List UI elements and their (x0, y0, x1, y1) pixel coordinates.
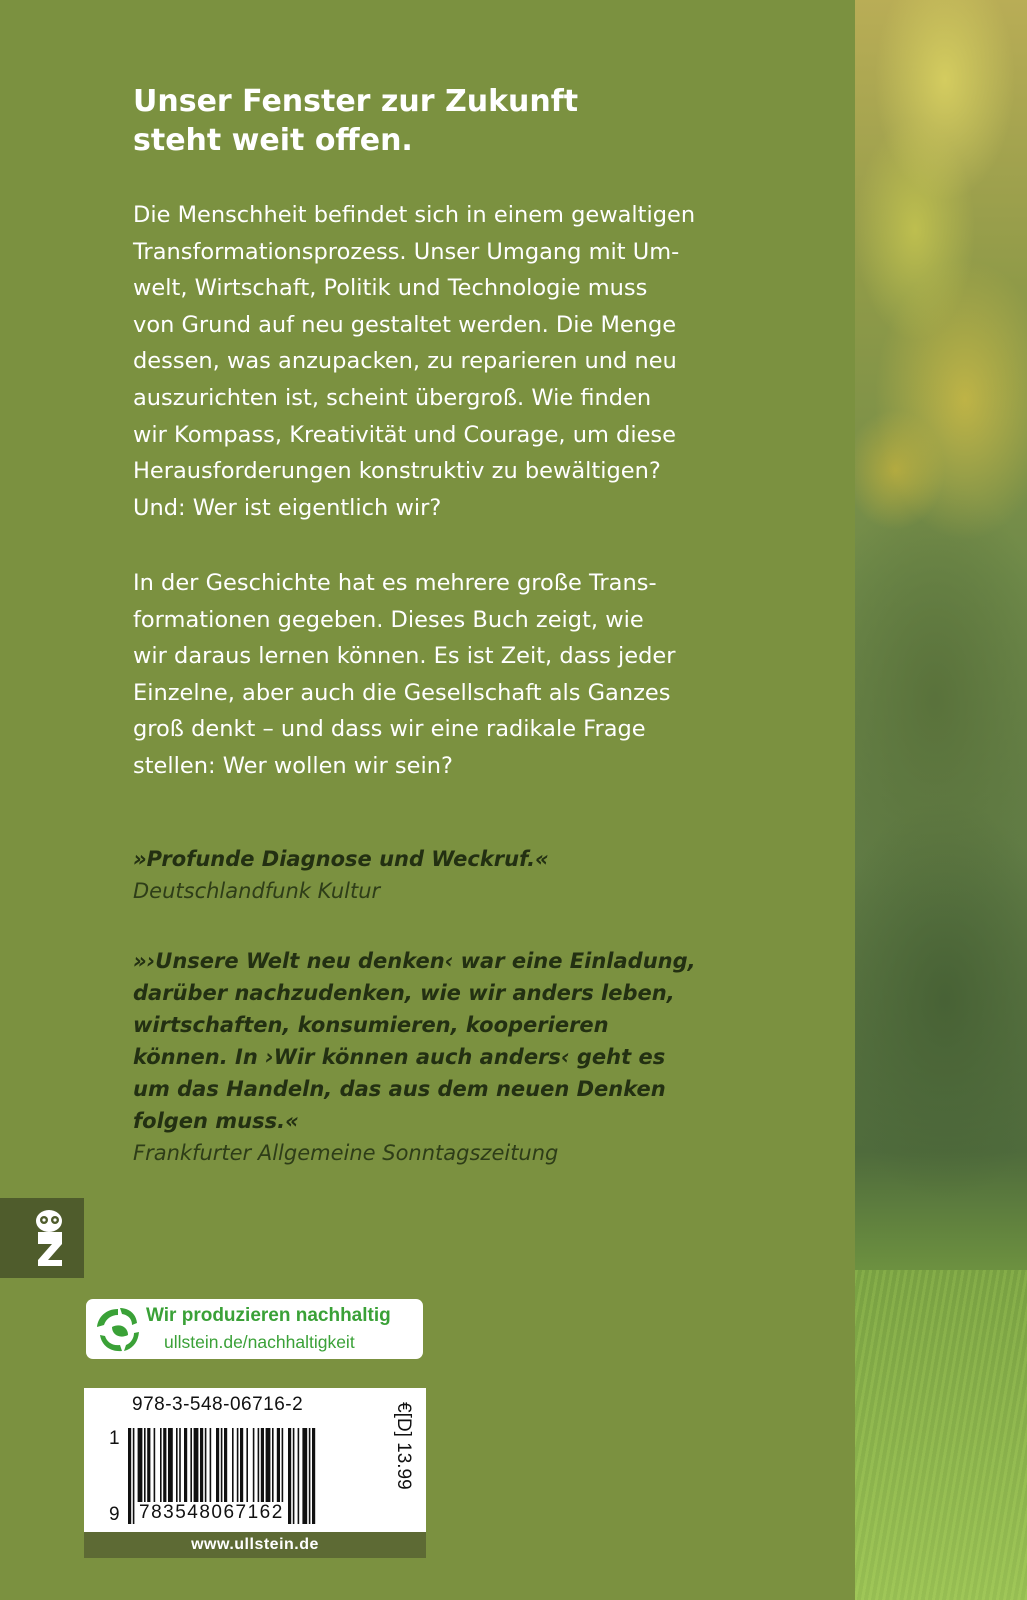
text-line: Die Menschheit befindet sich in einem gewaltigen (133, 202, 696, 228)
text-line: groß denkt – und dass wir eine radikale Frage (133, 716, 646, 743)
review-quote-2 (133, 945, 773, 1169)
text-line: welt, Wirtschaft, Politik und Technologie muss (133, 275, 648, 302)
isbn-number: 978-3-548-06716-2 (132, 1394, 304, 1415)
quote-text: »›Unsere Welt neu denken‹ war eine Einladung, (133, 949, 696, 973)
text-line: wir Kompass, Kreativität und Courage, um diese (133, 421, 676, 448)
quote-text: folgen muss.« (133, 1109, 299, 1133)
quote-text: darüber nachzudenken, wie wir anders leben, (133, 981, 675, 1005)
text-line: formationen gegeben. Dieses Buch zeigt, wie (133, 606, 644, 633)
sustainability-badge (86, 1299, 423, 1359)
grass-area (855, 1270, 1027, 1600)
headline-line-2: steht weit offen. (133, 123, 413, 158)
quote-text: um das Handeln, das aus dem neuen Denken (133, 1077, 666, 1101)
blurb-paragraph-1 (133, 197, 733, 526)
quote-source: Deutschlandfunk Kultur (133, 879, 381, 903)
text-line: Und: Wer ist eigentlich wir? (133, 494, 442, 521)
text-line: auszurichten ist, scheint übergroß. Wie finden (133, 384, 652, 411)
text-line: dessen, was anzupacken, zu reparieren und neu (133, 348, 677, 375)
text-line: Herausforderungen konstruktiv zu bewältigen? (133, 458, 661, 485)
text-line: Transformationsprozess. Unser Umgang mit Um- (133, 238, 680, 265)
price-label: €[D] 13.99 (393, 1402, 414, 1490)
barcode-lead-digit: 9 (109, 1504, 120, 1525)
quote-source: Frankfurter Allgemeine Sonntagszeitung (133, 1141, 559, 1165)
blurb-paragraph-2 (133, 565, 733, 785)
text-line: von Grund auf neu gestaltet werden. Die Menge (133, 311, 677, 338)
text-line: Einzelne, aber auch die Gesellschaft als Ganzes (133, 679, 671, 706)
text-line: In der Geschichte hat es mehrere große Trans- (133, 570, 657, 596)
quote-text: »Profunde Diagnose und Weckruf.« (133, 847, 549, 871)
headline (133, 82, 693, 160)
sustainability-title: Wir produzieren nachhaltig (146, 1305, 391, 1326)
quote-text: können. In ›Wir können auch anders‹ geht es (133, 1045, 666, 1069)
text-line: wir daraus lernen können. Es ist Zeit, dass jeder (133, 643, 676, 670)
owl-logo-icon (0, 1198, 84, 1278)
publisher-logo (0, 1198, 84, 1278)
quote-text: wirtschaften, konsumieren, kooperieren (133, 1013, 609, 1037)
text-line: stellen: Wer wollen wir sein? (133, 752, 453, 779)
publisher-website: www.ullstein.de (84, 1532, 426, 1558)
barcode-prefix-digit: 1 (109, 1428, 120, 1449)
recycle-leaf-icon (92, 1305, 144, 1355)
cover-photo-foliage (855, 0, 1027, 1600)
ean-digits: 783548067162 (136, 1502, 287, 1524)
review-quote-1 (133, 843, 773, 907)
sustainability-url: ullstein.de/nachhaltigkeit (164, 1332, 355, 1352)
headline-line-1: Unser Fenster zur Zukunft (133, 84, 579, 119)
